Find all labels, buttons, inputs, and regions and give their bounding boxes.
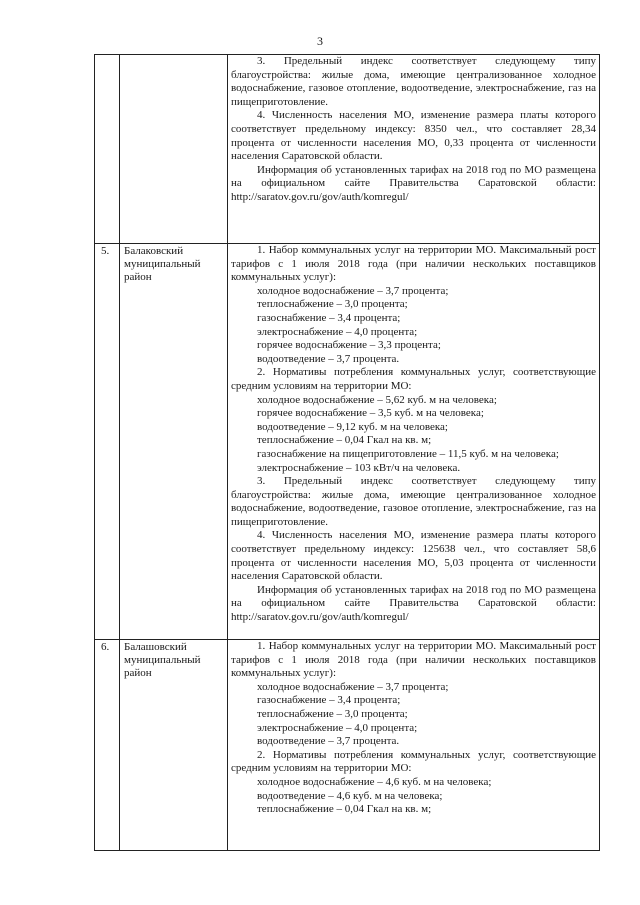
table-row	[95, 55, 600, 244]
list-item: теплоснабжение – 0,04 Гкал на кв. м;	[257, 434, 432, 447]
row-number: 6.	[101, 641, 110, 653]
list-item: водоотведение – 9,12 куб. м на человека;	[257, 420, 448, 433]
list-item: электроснабжение – 4,0 процента;	[257, 325, 418, 338]
paragraph: 3. Предельный индекс соответствует следующему типу благоустройства: жилые дома, имеющие централизованное холодное водоснабжение, газовое отопление, водоотведение, электроснабжение, газ на пищеприготовление.	[231, 55, 596, 108]
paragraph: Информация об установленных тарифах на 2018 год по МО размещена на официальном сайте Правительства Саратовской области: http://saratov.gov.ru/gov/auth/komregul/	[231, 163, 596, 203]
list-item: электроснабжение – 4,0 процента;	[257, 721, 418, 734]
paragraph: 1. Набор коммунальных услуг на территории МО. Максимальный рост тарифов с 1 июля 2018 года (при наличии нескольких поставщиков коммунальных услуг):	[231, 244, 596, 284]
list-item: водоотведение – 3,7 процента.	[257, 352, 400, 365]
row-number-cell	[95, 244, 120, 640]
list-item: холодное водоснабжение – 5,62 куб. м на человека;	[257, 393, 497, 406]
list-item: электроснабжение – 103 кВт/ч на человека.	[257, 461, 461, 474]
paragraph: Информация об установленных тарифах на 2018 год по МО размещена на официальном сайте Правительства Саратовской области: http://saratov.gov.ru/gov/auth/komregul/	[231, 583, 596, 624]
paragraph: 2. Нормативы потребления коммунальных услуг, соответствующие средним условиям на территории МО:	[231, 366, 596, 392]
paragraph: 4. Численность населения МО, изменение размера платы которого соответствует предельному индексу: 125638 чел., что составляет 58,6 процента от численности населения МО, 5,03 процента от численности населения Саратовской области.	[231, 529, 596, 583]
list-item: теплоснабжение – 3,0 процента;	[257, 707, 408, 720]
list-item: водоотведение – 3,7 процента.	[257, 735, 400, 748]
row-content	[228, 640, 600, 851]
row-number: 5.	[101, 245, 110, 257]
list-item: газоснабжение на пищеприготовление – 11,5 куб. м на человека;	[257, 447, 559, 460]
paragraph: 4. Численность населения МО, изменение размера платы которого соответствует предельному индексу: 8350 чел., что составляет 28,34 процента от численности населения МО, 0,33 процента от численности населения Саратовской области.	[231, 109, 596, 163]
list-item: холодное водоснабжение – 3,7 процента;	[257, 680, 449, 693]
municipal-tariff-table	[94, 54, 600, 851]
list-item: теплоснабжение – 3,0 процента;	[257, 298, 408, 311]
paragraph: 3. Предельный индекс соответствует следующему типу благоустройства: жилые дома, имеющие централизованное холодное водоснабжение, водоотведение, газовое отопление, электроснабжение, газ на пищеприготовление.	[231, 475, 596, 528]
list-item: горячее водоснабжение – 3,5 куб. м на человека;	[257, 407, 484, 420]
row-content	[228, 55, 600, 244]
list-item: теплоснабжение – 0,04 Гкал на кв. м;	[257, 803, 432, 816]
table-row	[95, 244, 600, 640]
list-item: холодное водоснабжение – 3,7 процента;	[257, 284, 449, 297]
municipality-name-cell: Балашовский муниципальный район	[120, 640, 228, 851]
list-item: горячее водоснабжение – 3,3 процента;	[257, 339, 441, 352]
municipality-name-cell: Балаковский муниципальный район	[120, 244, 228, 640]
municipality-name-cell	[120, 55, 228, 244]
row-number-cell	[95, 640, 120, 851]
list-item: водоотведение – 4,6 куб. м на человека;	[257, 789, 443, 802]
table-row	[95, 640, 600, 851]
paragraph: 2. Нормативы потребления коммунальных услуг, соответствующие средним условиям на территории МО:	[231, 748, 596, 775]
list-item: газоснабжение – 3,4 процента;	[257, 694, 401, 707]
row-content	[228, 244, 600, 640]
list-item: холодное водоснабжение – 4,6 куб. м на человека;	[257, 775, 492, 788]
list-item: газоснабжение – 3,4 процента;	[257, 311, 401, 324]
page-number: 3	[317, 34, 323, 48]
paragraph: 1. Набор коммунальных услуг на территории МО. Максимальный рост тарифов с 1 июля 2018 года (при наличии нескольких поставщиков коммунальных услуг):	[231, 640, 596, 680]
row-number-cell	[95, 55, 120, 244]
